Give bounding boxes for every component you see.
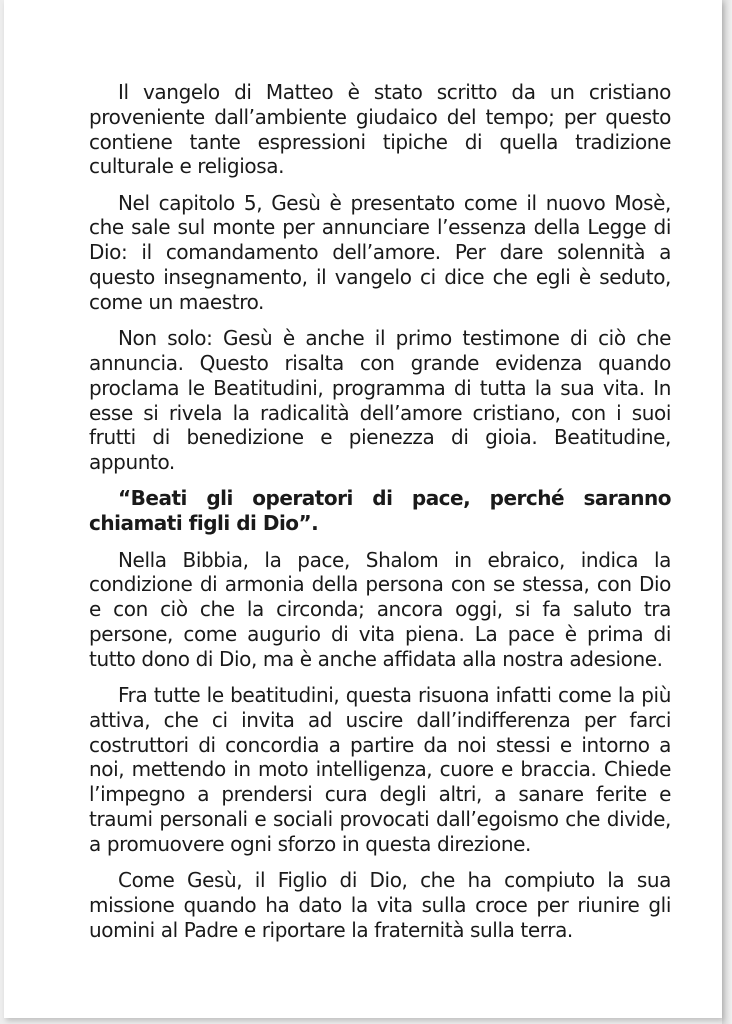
document-page — [4, 0, 722, 1018]
paragraph-most-active: Fra tutte le beatitudini, questa risuona infatti come la più attiva, che ci invita ad uscire dall’indifferenza per farci costruttori di concordia a partire da noi stessi e intorno a noi, mettendo in moto intelligenza, cuore e braccia. Chiede l’impegno a prendersi cura degli altri, a sanare ferite e traumi personali e sociali provocati dall’egoismo che divide, a promuovere ogni sforzo in questa direzione. — [89, 683, 671, 856]
paragraph-chapter-five: Nel capitolo 5, Gesù è presentato come il nuovo Mosè, che sale sul monte per annunciare l’essenza della Legge di Dio: il comandamento dell’amore. Per dare solennità a questo insegnamento, il vangelo ci dice che egli è seduto, come un maestro. — [89, 190, 671, 314]
paragraph-shalom: Nella Bibbia, la pace, Shalom in ebraico, indica la condizione di armonia della persona con se stessa, con Dio e con ciò che la circonda; ancora oggi, si fa saluto tra persone, come augurio di vita piena. La pace è prima di tutto dono di Dio, ma è anche affidata alla nostra adesione. — [89, 547, 671, 671]
page-body — [89, 80, 671, 954]
paragraph-like-jesus: Come Gesù, il Figlio di Dio, che ha compiuto la sua missione quando ha dato la vita sulla croce per riunire gli uomini al Padre e riportare la fraternità sulla terra. — [89, 868, 671, 942]
beatitude-quote: “Beati gli operatori di pace, perché saranno chiamati figli di Dio”. — [89, 486, 671, 536]
paragraph-first-witness: Non solo: Gesù è anche il primo testimone di ciò che annuncia. Questo risalta con grande evidenza quando proclama le Beatitudini, programma di tutta la sua vita. In esse si rivela la radicalità dell’amore cristiano, con i suoi frutti di benedizione e pienezza di gioia. Beatitudine, appunto. — [89, 326, 671, 475]
page-edge-shadow — [722, 0, 732, 1024]
paragraph-matthew-gospel: Il vangelo di Matteo è stato scritto da un cristiano proveniente dall’ambiente giudaico del tempo; per questo contiene tante espressioni tipiche di quella tradizione culturale e religiosa. — [89, 80, 671, 179]
